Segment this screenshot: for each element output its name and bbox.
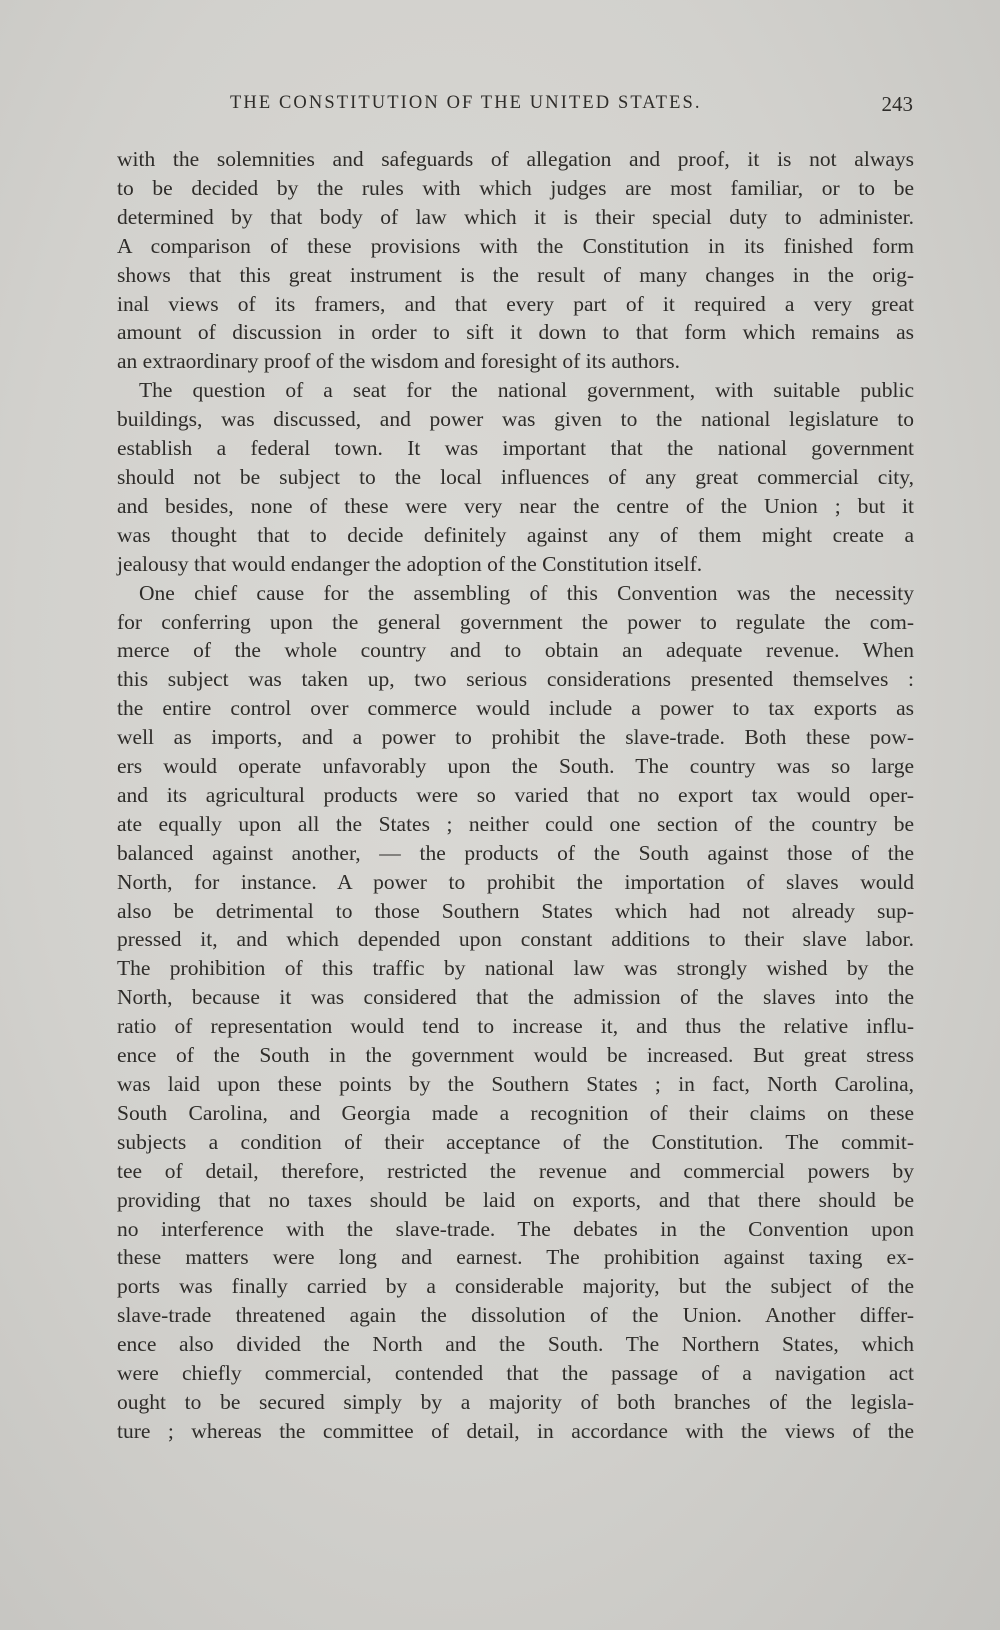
text-line: merce of the whole country and to obtain an adequate revenue. When <box>117 638 914 663</box>
text-line: North, for instance. A power to prohibit the importation of slaves would <box>117 869 914 894</box>
text-line: this subject was taken up, two serious considerations presented themselves : <box>117 667 914 692</box>
text-line: ought to be secured simply by a majority of both branches of the legisla- <box>117 1389 914 1414</box>
running-head <box>0 93 913 123</box>
text-line: ports was finally carried by a considerable majority, but the subject of the <box>117 1274 914 1299</box>
text-line: an extraordinary proof of the wisdom and foresight of its authors. <box>117 349 681 374</box>
text-line: and its agricultural products were so varied that no export tax would oper- <box>117 782 914 807</box>
text-line: these matters were long and earnest. The prohibition against taxing ex- <box>117 1245 914 1270</box>
text-line: amount of discussion in order to sift it down to that form which remains as <box>117 320 914 345</box>
text-line: also be detrimental to those Southern States which had not already sup- <box>117 898 914 923</box>
text-line: slave-trade threatened again the dissolution of the Union. Another differ- <box>117 1303 914 1328</box>
paragraph <box>117 579 914 1446</box>
page-number: 243 <box>881 92 913 116</box>
text-line: South Carolina, and Georgia made a recognition of their claims on these <box>117 1100 914 1125</box>
text-line: establish a federal town. It was important that the national government <box>117 436 914 461</box>
text-line: inal views of its framers, and that every part of it required a very great <box>117 291 914 316</box>
text-line: determined by that body of law which it is their special duty to administer. <box>117 204 914 229</box>
text-line: pressed it, and which depended upon constant additions to their slave labor. <box>117 927 914 952</box>
text-line: no interference with the slave-trade. The debates in the Convention upon <box>117 1216 914 1241</box>
text-line: buildings, was discussed, and power was given to the national legislature to <box>117 407 914 432</box>
text-line: subjects a condition of their acceptance of the Constitution. The commit- <box>117 1129 914 1154</box>
text-line: providing that no taxes should be laid on exports, and that there should be <box>117 1187 914 1212</box>
text-line: was thought that to decide definitely against any of them might create a <box>117 522 914 547</box>
text-line: ture ; whereas the committee of detail, in accordance with the views of the <box>117 1418 914 1443</box>
text-line: was laid upon these points by the Southern States ; in fact, North Carolina, <box>117 1072 914 1096</box>
text-line: were chiefly commercial, contended that the passage of a navigation act <box>117 1361 914 1386</box>
text-line: The prohibition of this traffic by national law was strongly wished by the <box>117 956 914 981</box>
text-line: for conferring upon the general government the power to regulate the com- <box>117 609 914 634</box>
running-title: THE CONSTITUTION OF THE UNITED STATES. <box>230 93 702 113</box>
text-line: shows that this great instrument is the result of many changes in the orig- <box>117 262 914 287</box>
text-line: ence also divided the North and the South. The Northern States, which <box>117 1332 914 1357</box>
text-line: tee of detail, therefore, restricted the revenue and commercial powers by <box>117 1158 914 1183</box>
text-line: ratio of representation would tend to increase it, and thus the relative influ- <box>117 1014 914 1039</box>
text-line: with the solemnities and safeguards of allegation and proof, it is not always <box>117 147 914 171</box>
text-line: jealousy that would endanger the adoption of the Constitution itself. <box>117 551 703 576</box>
paragraph <box>117 376 914 578</box>
body-text <box>117 145 914 1446</box>
text-line: well as imports, and a power to prohibit the slave-trade. Both these pow- <box>117 725 914 750</box>
text-line: ers would operate unfavorably upon the South. The country was so large <box>117 754 914 779</box>
text-line: One chief cause for the assembling of this Convention was the necessity <box>139 580 914 605</box>
text-line: the entire control over commerce would include a power to tax exports as <box>117 696 914 721</box>
text-line: ate equally upon all the States ; neither could one section of the country be <box>117 811 914 836</box>
text-line: balanced against another, — the products of the South against those of the <box>117 840 914 865</box>
text-line: A comparison of these provisions with the Constitution in its finished form <box>117 233 914 258</box>
text-line: North, because it was considered that the admission of the slaves into the <box>117 985 914 1010</box>
text-line: The question of a seat for the national government, with suitable public <box>139 378 914 403</box>
text-line: and besides, none of these were very near the centre of the Union ; but it <box>117 493 914 518</box>
paragraph <box>117 145 914 376</box>
text-line: should not be subject to the local influences of any great commercial city, <box>117 464 914 489</box>
text-line: ence of the South in the government would be increased. But great stress <box>117 1043 914 1068</box>
text-line: to be decided by the rules with which judges are most familiar, or to be <box>117 175 914 200</box>
